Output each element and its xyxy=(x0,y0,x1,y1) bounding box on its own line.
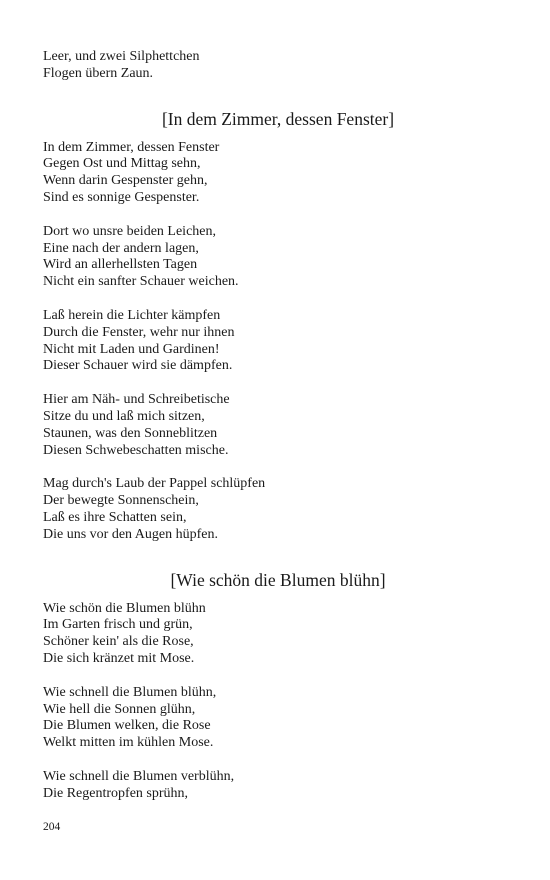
poem-line: Diesen Schwebeschatten mische. xyxy=(43,442,229,458)
poem-line: Schöner kein' als die Rose, xyxy=(43,634,194,650)
stanza xyxy=(43,308,513,375)
poem-line: Nicht mit Laden und Gardinen! xyxy=(43,341,220,357)
poem-line: Dieser Schauer wird sie dämpfen. xyxy=(43,358,233,374)
poem-line: Nicht ein sanfter Schauer weichen. xyxy=(43,274,239,290)
poem-line: Im Garten frisch und grün, xyxy=(43,617,193,633)
poem-line: Wie schnell die Blumen blühn, xyxy=(43,684,217,700)
poem-line: Leer, und zwei Silphettchen xyxy=(43,49,200,64)
poem-line: Die uns vor den Augen hüpfen. xyxy=(43,526,218,542)
poem-line: Die Blumen welken, die Rose xyxy=(43,718,211,734)
poem-line: Der bewegte Sonnenschein, xyxy=(43,493,199,509)
poem-line: Eine nach der andern lagen, xyxy=(43,240,199,256)
poem-line: Wie schön die Blumen blühn xyxy=(43,600,206,616)
poem-line: Gegen Ost und Mittag sehn, xyxy=(43,156,201,172)
stanza xyxy=(43,224,513,291)
poem-line: Mag durch's Laub der Pappel schlüpfen xyxy=(43,476,266,492)
poem-line: Die sich kränzet mit Mose. xyxy=(43,650,195,666)
stanza xyxy=(43,601,513,668)
stanza xyxy=(43,140,513,207)
poem-line: Staunen, was den Sonneblitzen xyxy=(43,425,218,441)
poem-line: Die Regentropfen sprühn, xyxy=(43,785,189,801)
stanza xyxy=(43,769,513,803)
poem-line: Sitze du und laß mich sitzen, xyxy=(43,408,205,424)
poem-line: Wird an allerhellsten Tagen xyxy=(43,257,198,273)
intro-stanza xyxy=(43,49,513,83)
poem-line: Wenn darin Gespenster gehn, xyxy=(43,173,208,189)
poem-line: Hier am Näh- und Schreibetische xyxy=(43,392,230,408)
poem-line: Durch die Fenster, wehr nur ihnen xyxy=(43,324,235,340)
poem-line: Welkt mitten im kühlen Mose. xyxy=(43,735,214,751)
stanza xyxy=(43,392,513,459)
poem-line: Dort wo unsre beiden Leichen, xyxy=(43,223,216,239)
poem-line: Wie schnell die Blumen verblühn, xyxy=(43,768,235,784)
poem-title: [In dem Zimmer, dessen Fenster] xyxy=(161,108,395,129)
page-body xyxy=(43,49,513,820)
poem-line: Sind es sonnige Gespenster. xyxy=(43,189,200,205)
poem-line: Laß herein die Lichter kämpfen xyxy=(43,307,221,323)
poem-title: [Wie schön die Blumen blühn] xyxy=(170,569,386,590)
poem-line: Flogen übern Zaun. xyxy=(43,65,154,81)
stanza xyxy=(43,685,513,752)
stanza xyxy=(43,476,513,543)
poem-line: Wie hell die Sonnen glühn, xyxy=(43,701,196,717)
poem-line: In dem Zimmer, dessen Fenster xyxy=(43,139,220,155)
poem-line: Laß es ihre Schatten sein, xyxy=(43,509,187,525)
page-number: 204 xyxy=(43,821,61,833)
